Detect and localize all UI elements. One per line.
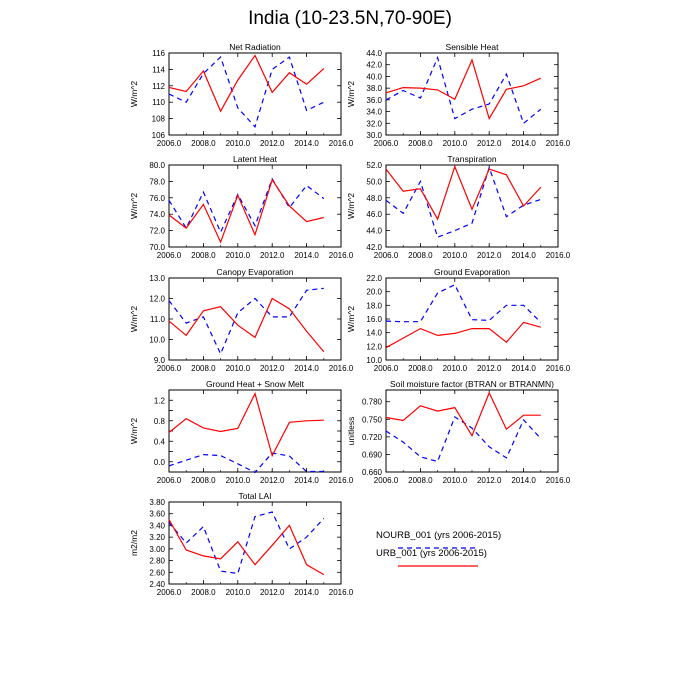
plot-frame [169, 502, 341, 584]
y-tick-label: 0.720 [361, 432, 382, 442]
y-axis-label: W/m^2 [346, 305, 356, 333]
y-tick-label: 22.0 [366, 274, 382, 283]
series-line-nourb_001 [169, 453, 324, 473]
y-tick-label: 70.0 [149, 243, 165, 252]
x-tick-label: 2016.0 [328, 476, 354, 485]
plot-frame [386, 165, 558, 247]
panel-6 [346, 267, 571, 373]
y-tick-label: 50.0 [366, 177, 382, 187]
series-line-nourb_001 [169, 179, 324, 232]
panel-1 [129, 42, 354, 148]
x-tick-label: 2010.0 [225, 476, 251, 485]
x-tick-label: 2012.0 [259, 364, 285, 373]
y-axis-label: W/m^2 [129, 417, 139, 445]
x-tick-label: 2014.0 [511, 476, 536, 485]
y-tick-label: 46.0 [366, 210, 382, 220]
legend [376, 530, 501, 566]
x-tick-label: 2012.0 [476, 364, 502, 373]
y-tick-label: 106 [151, 131, 165, 140]
x-tick-label: 2012.0 [476, 139, 502, 148]
x-tick-label: 2016.0 [545, 139, 571, 148]
y-tick-label: 38.0 [366, 84, 382, 94]
panel-title: Ground Evaporation [433, 267, 511, 277]
series-line-urb_001 [169, 180, 324, 242]
x-tick-label: 2008.0 [191, 251, 216, 260]
x-tick-label: 2008.0 [408, 139, 433, 148]
x-tick-label: 2008.0 [191, 364, 216, 373]
x-tick-label: 2014.0 [294, 364, 319, 373]
y-tick-label: 2.80 [149, 556, 165, 566]
x-tick-label: 2016.0 [545, 364, 571, 373]
panel-7 [129, 379, 354, 485]
y-tick-label: 80.0 [149, 161, 165, 170]
x-tick-label: 2016.0 [545, 476, 571, 485]
x-tick-label: 2008.0 [191, 588, 216, 597]
series-line-nourb_001 [386, 58, 541, 124]
series-line-urb_001 [169, 299, 324, 352]
panel-title: Soil moisture factor (BTRAN or BTRANMN) [390, 379, 554, 389]
y-tick-label: 3.20 [149, 533, 165, 543]
y-tick-label: 12.0 [149, 294, 165, 304]
x-tick-label: 2006.0 [156, 364, 182, 373]
y-tick-label: 13.0 [149, 274, 165, 283]
x-tick-label: 2012.0 [476, 251, 502, 260]
panel-title: Total LAI [238, 491, 272, 501]
y-tick-label: 48.0 [366, 193, 382, 203]
series-line-urb_001 [386, 60, 541, 119]
x-tick-label: 2010.0 [225, 364, 251, 373]
x-tick-label: 2010.0 [442, 476, 468, 485]
y-tick-label: 0.660 [361, 468, 382, 477]
series-line-urb_001 [386, 393, 541, 436]
plot-frame [169, 390, 341, 472]
y-tick-label: 44.0 [366, 49, 382, 58]
y-tick-label: 0.4 [153, 437, 165, 447]
x-tick-label: 2014.0 [294, 476, 319, 485]
panel-title: Transpiration [447, 154, 497, 164]
series-line-urb_001 [386, 322, 541, 347]
y-tick-label: 9.0 [153, 356, 165, 365]
y-tick-label: 74.0 [149, 210, 165, 220]
y-tick-label: 0.780 [361, 397, 382, 407]
series-line-nourb_001 [386, 168, 541, 238]
y-axis-label: W/m^2 [346, 192, 356, 220]
series-line-urb_001 [169, 56, 324, 112]
y-tick-label: 52.0 [366, 161, 382, 170]
y-tick-label: 10.0 [366, 356, 382, 365]
panel-9 [129, 491, 354, 597]
plot-frame [169, 278, 341, 360]
x-tick-label: 2010.0 [442, 251, 468, 260]
x-tick-label: 2014.0 [294, 588, 319, 597]
x-tick-label: 2010.0 [442, 139, 468, 148]
panel-5 [129, 267, 354, 373]
series-line-urb_001 [386, 167, 541, 220]
x-tick-label: 2016.0 [328, 251, 354, 260]
y-tick-label: 42.0 [366, 60, 382, 70]
x-tick-label: 2016.0 [328, 139, 354, 148]
y-tick-label: 116 [152, 49, 165, 58]
y-axis-label: unitless [346, 416, 356, 446]
x-tick-label: 2012.0 [259, 476, 285, 485]
x-tick-label: 2012.0 [476, 476, 502, 485]
y-axis-label: W/m^2 [129, 192, 139, 220]
y-tick-label: 3.40 [149, 521, 165, 531]
x-tick-label: 2010.0 [442, 364, 468, 373]
panel-8 [346, 379, 571, 485]
x-tick-label: 2008.0 [408, 476, 433, 485]
y-axis-label: W/m^2 [346, 80, 356, 108]
panel-title: Ground Heat + Snow Melt [205, 379, 305, 389]
y-tick-label: 34.0 [366, 107, 382, 117]
plot-frame [386, 278, 558, 360]
panel-3 [129, 154, 354, 260]
x-tick-label: 2010.0 [225, 588, 251, 597]
panel-4 [346, 154, 571, 260]
x-tick-label: 2006.0 [156, 588, 182, 597]
y-tick-label: 16.0 [366, 315, 382, 324]
x-tick-label: 2006.0 [373, 139, 399, 148]
x-tick-label: 2014.0 [294, 139, 319, 148]
y-tick-label: 44.0 [366, 226, 382, 236]
x-tick-label: 2008.0 [408, 364, 433, 373]
x-tick-label: 2006.0 [156, 251, 182, 260]
y-tick-label: 76.0 [149, 193, 165, 203]
y-tick-label: 0.8 [153, 416, 165, 426]
y-tick-label: 1.2 [153, 396, 165, 406]
y-axis-label: W/m^2 [129, 80, 139, 108]
y-tick-label: 3.80 [149, 498, 165, 507]
y-tick-label: 42.0 [366, 243, 382, 252]
x-tick-label: 2010.0 [225, 139, 251, 148]
x-tick-label: 2006.0 [373, 251, 399, 260]
series-line-urb_001 [169, 394, 324, 456]
x-tick-label: 2012.0 [259, 251, 285, 260]
y-tick-label: 3.00 [149, 544, 165, 554]
y-tick-label: 32.0 [366, 119, 382, 129]
legend-label: URB_001 (yrs 2006-2015) [376, 548, 487, 559]
x-tick-label: 2014.0 [511, 139, 536, 148]
series-line-nourb_001 [169, 512, 324, 574]
x-tick-label: 2006.0 [156, 476, 182, 485]
x-tick-label: 2014.0 [511, 251, 536, 260]
y-tick-label: 20.0 [366, 287, 382, 297]
y-tick-label: 3.60 [149, 509, 165, 519]
y-tick-label: 110 [152, 98, 165, 108]
y-tick-label: 0.690 [361, 450, 382, 460]
panel-2 [346, 42, 571, 148]
panel-title: Latent Heat [233, 154, 277, 164]
y-axis-label: m2/m2 [129, 530, 139, 556]
x-tick-label: 2016.0 [545, 251, 571, 260]
panel-title: Canopy Evaporation [216, 267, 294, 277]
page-title: India (10-23.5N,70-90E) [248, 8, 452, 29]
y-tick-label: 112 [152, 81, 165, 91]
series-line-urb_001 [169, 520, 324, 575]
y-tick-label: 0.0 [153, 457, 165, 467]
panel-title: Net Radiation [229, 42, 281, 52]
x-tick-label: 2016.0 [328, 588, 354, 597]
plot-frame [386, 390, 558, 472]
x-tick-label: 2014.0 [511, 364, 536, 373]
x-tick-label: 2006.0 [373, 476, 399, 485]
y-tick-label: 10.0 [149, 335, 165, 345]
plot-frame [169, 53, 341, 135]
y-tick-label: 0.750 [361, 415, 382, 425]
series-line-nourb_001 [386, 285, 541, 323]
y-tick-label: 36.0 [366, 95, 382, 105]
x-tick-label: 2012.0 [259, 588, 285, 597]
x-tick-label: 2014.0 [294, 251, 319, 260]
y-tick-label: 14.0 [366, 328, 382, 338]
y-tick-label: 12.0 [366, 342, 382, 352]
y-tick-label: 2.60 [149, 568, 165, 578]
y-tick-label: 78.0 [149, 177, 165, 187]
y-tick-label: 114 [152, 65, 165, 75]
x-tick-label: 2008.0 [191, 139, 216, 148]
x-tick-label: 2006.0 [373, 364, 399, 373]
x-tick-label: 2008.0 [191, 476, 216, 485]
y-axis-label: W/m^2 [129, 305, 139, 333]
panels-group [129, 42, 571, 597]
y-tick-label: 11.0 [150, 315, 165, 324]
y-tick-label: 72.0 [149, 226, 165, 236]
panel-title: Sensible Heat [445, 42, 499, 52]
x-tick-label: 2006.0 [156, 139, 182, 148]
y-tick-label: 30.0 [366, 131, 382, 140]
series-line-nourb_001 [169, 288, 324, 354]
y-tick-label: 108 [151, 114, 165, 124]
x-tick-label: 2012.0 [259, 139, 285, 148]
x-tick-label: 2008.0 [408, 251, 433, 260]
y-tick-label: 40.0 [366, 72, 382, 82]
series-line-nourb_001 [386, 417, 541, 462]
x-tick-label: 2010.0 [225, 251, 251, 260]
y-tick-label: 2.40 [149, 580, 165, 589]
x-tick-label: 2016.0 [328, 364, 354, 373]
y-tick-label: 18.0 [366, 301, 382, 311]
legend-label: NOURB_001 (yrs 2006-2015) [376, 530, 502, 541]
